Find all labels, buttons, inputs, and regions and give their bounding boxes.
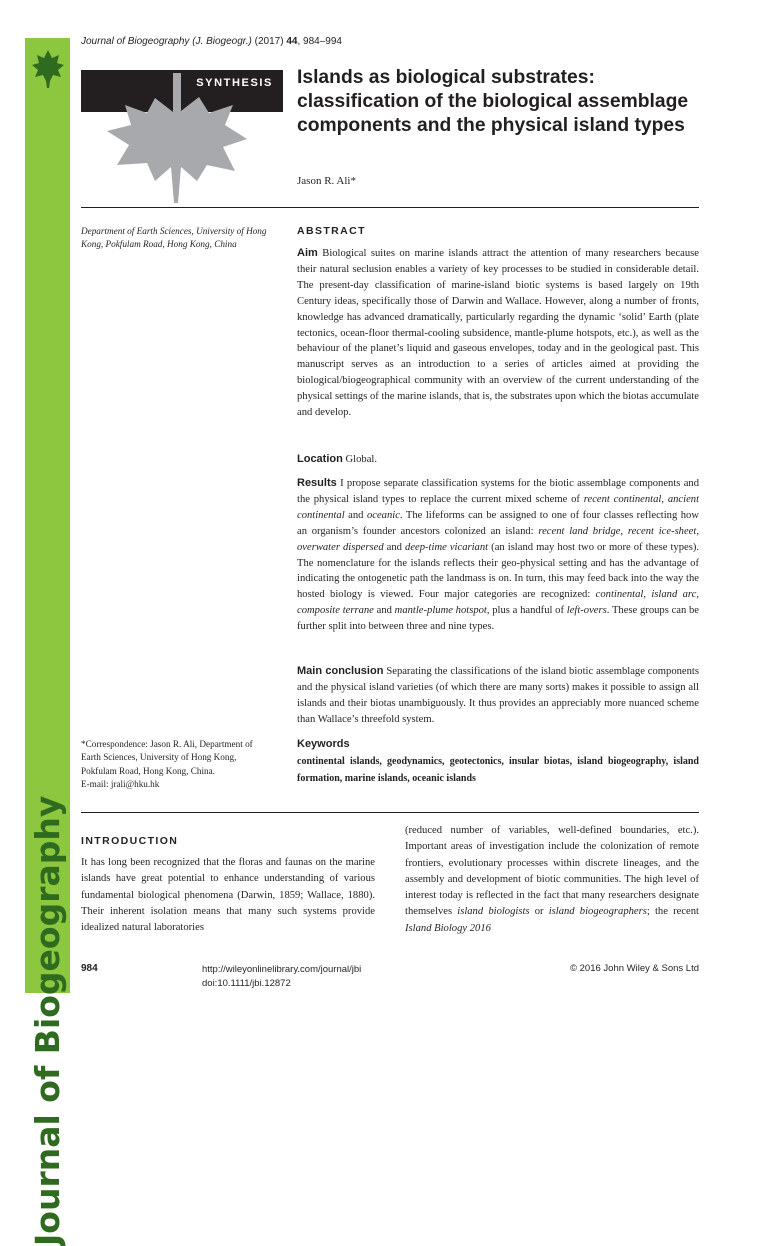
results-term: recent ice-sheet (627, 525, 697, 537)
abstract-results (297, 476, 699, 635)
keywords-list: continental islands, geodynamics, geotectonics, insular biotas, island biogeography, island formation, marine islands, oceanic islands (297, 756, 699, 784)
introduction-heading: INTRODUCTION (81, 835, 179, 847)
aim-text: Biological suites on marine islands attract the attention of many researchers because their natural seclusion enables a variety of key processes to be studied in considerable detail. The present-day classification of marine-island biotic systems is based largely on 19th Century ideas, specifically those of Darwin and Wallace. However, along a number of fronts, knowledge has advanced dramatically, particularly regarding the dynamic ‘solid’ Earth (plate tectonics, ocean-floor thermal-cooling subsidence, mantle-plume hotspots, etc.), as well as the behaviour of the planet’s liquid and gaseous envelopes, today and in the geological past. This manuscript serves as an introduction to a series of articles aimed at providing the biological/biogeographical community with an overview of the current understanding of the physical settings of the marine islands, that is, the substrates upon which the biotas accumulate and develop. (297, 248, 699, 419)
footer-links (202, 963, 361, 990)
keywords-heading: Keywords (297, 738, 350, 750)
results-term: island arc (651, 589, 697, 601)
header-divider (81, 207, 699, 208)
abstract-aim (297, 246, 699, 421)
author-affiliation: Department of Earth Sciences, University of Hong Kong, Pokfulam Road, Hong Kong, China (81, 226, 267, 250)
abstract-location (297, 452, 699, 468)
results-text: , (661, 493, 668, 505)
journal-ref-name: Journal of Biogeography (81, 36, 190, 47)
results-term: composite terrane (297, 605, 374, 617)
conclusion-text: Separating the classifications of the island biotic assemblage components and the physical island varieties (of which there are many sorts) makes it possible to assign all islands and their biotas unambiguously. It thus provides an appreciably more nuanced scheme than Wallace’s threefold system. (297, 666, 700, 725)
results-term: mantle-plume hotspot (394, 605, 487, 617)
page-number: 984 (81, 963, 98, 974)
doi-link[interactable]: doi:10.1111/jbi.12872 (202, 977, 291, 989)
copyright-notice: © 2016 John Wiley & Sons Ltd (570, 963, 699, 974)
results-text: , (620, 525, 628, 537)
results-term: overwater dispersed (297, 541, 384, 553)
intro-text: ; the recent (646, 906, 699, 918)
location-label: Location (297, 453, 343, 465)
maple-leaf-graphic (95, 73, 285, 203)
introduction-column-1: It has long been recognized that the floras and faunas on the marine islands have great potential to enhance understanding of various fundamental biological phenomena (Darwin, 1859; Wallace, 1880). Their inherent isolation means that many such systems provide idealized natural laboratories (81, 857, 375, 934)
journal-ref-pages: , 984–994 (297, 36, 342, 47)
conclusion-label: Main conclusion (297, 665, 384, 677)
results-text: and (383, 541, 406, 553)
abstract-divider (81, 812, 699, 813)
aim-label: Aim (297, 247, 318, 259)
abstract-main-conclusion (297, 664, 699, 728)
article-title: Islands as biological substrates: classification of the biological assemblage components and the physical island types (297, 67, 689, 136)
results-term: left-overs (566, 605, 607, 617)
journal-sidebar (25, 38, 70, 1246)
correspondence-line: Pokfulam Road, Hong Kong, China. (81, 765, 215, 776)
journal-ref-abbrev: (J. Biogeogr.) (192, 36, 252, 47)
results-text: , plus a handful of (486, 605, 567, 617)
journal-url-link[interactable]: http://wileyonlinelibrary.com/journal/jbi (202, 964, 362, 975)
sidebar-journal-name: Journal of Biogeography (28, 795, 67, 1246)
correspondence-line: *Correspondence: Jason R. Ali, Department of (81, 739, 253, 749)
journal-ref-volume: 44 (286, 36, 298, 47)
results-text: and (373, 605, 395, 617)
article-author: Jason R. Ali* (297, 175, 356, 187)
results-text: , (643, 589, 652, 601)
leaf-icon (31, 48, 65, 88)
results-term: oceanic (366, 509, 400, 521)
results-text: , (696, 589, 699, 601)
intro-term: island biogeographers (548, 906, 647, 918)
results-text: I propose separate classification systems for the biotic assemblage components and the physical island types to replace the current mixed scheme of (297, 478, 700, 505)
results-term: deep-time vicariant (405, 541, 489, 553)
results-text: , (696, 525, 699, 537)
correspondence-email: E-mail: jrali@hku.hk (81, 779, 160, 790)
intro-term: island biologists (457, 906, 530, 918)
introduction-column-2 (405, 823, 699, 937)
section-label: SYNTHESIS (196, 77, 273, 89)
results-text: (an island may host two or more of these types). The nomenclature for the islands reflects their geo-physical setting and has the advantage of indicating the ontogenetic path the landmass is on. In turn, this may feed back into the way the hosted biology is viewed. Four major categories are recognized: (297, 541, 699, 601)
intro-text: (reduced number of variables, well-defined boundaries, etc.). Important areas of investigation include the colonization of remote frontiers, evolutionary processes within discrete lineages, and the assembly and development of biotic communities. The high level of interest today is reflected in the fact that many researchers designate themselves (405, 825, 699, 918)
results-text: . These groups can be further split into between three and nine types. (297, 605, 699, 633)
journal-reference (81, 36, 342, 47)
correspondence-line: Earth Sciences, University of Hong Kong, (81, 752, 237, 763)
results-term: recent continental (583, 493, 662, 505)
results-term: ancient continental (297, 493, 700, 521)
results-text: . The lifeforms can be assigned to one of four classes reflecting how an organism’s founder ancestors colonized an island: (297, 509, 699, 537)
results-term: continental (595, 589, 644, 601)
results-term: recent land bridge (538, 525, 621, 537)
abstract-heading: ABSTRACT (297, 225, 366, 237)
correspondence-note (81, 738, 286, 792)
journal-ref-year: (2017) (254, 36, 284, 47)
results-text: and (344, 509, 367, 521)
results-label: Results (297, 477, 337, 489)
location-text: Global. (345, 454, 377, 465)
intro-text: or (529, 906, 549, 918)
intro-term: Island Biology 2016 (405, 922, 491, 934)
